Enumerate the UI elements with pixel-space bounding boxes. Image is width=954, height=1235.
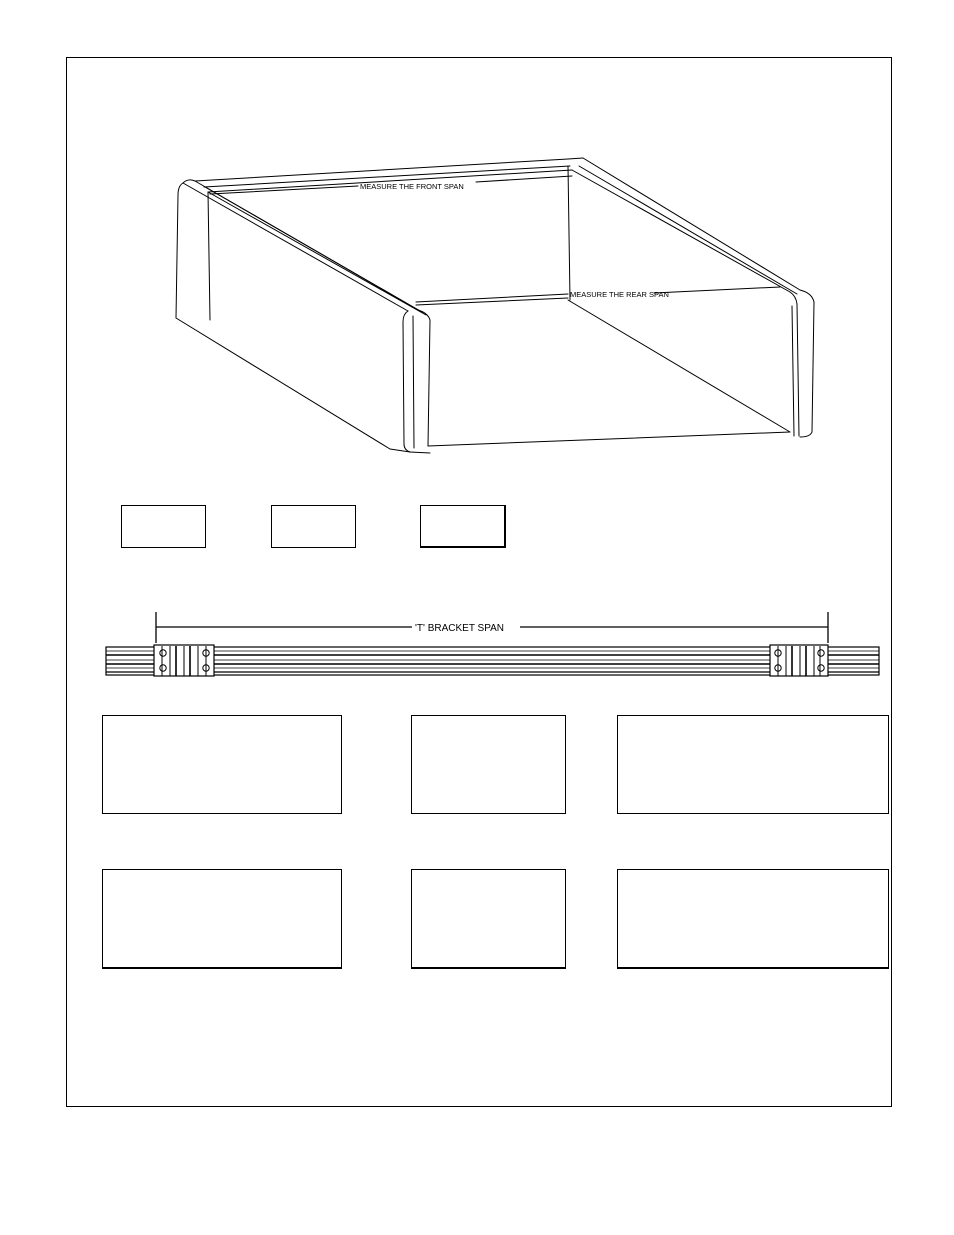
truck-bed-drawing — [176, 158, 814, 453]
bracket-span-label: 'T' BRACKET SPAN — [415, 623, 505, 634]
entry-box-6 — [617, 715, 889, 814]
entry-box-8 — [411, 869, 566, 969]
entry-box-2 — [271, 505, 356, 548]
entry-box-1 — [121, 505, 206, 548]
rear-span-label: MEASURE THE REAR SPAN — [570, 290, 669, 299]
t-bracket-rail — [106, 645, 879, 676]
front-span-label: MEASURE THE FRONT SPAN — [360, 182, 464, 191]
entry-box-4 — [102, 715, 342, 814]
entry-box-9 — [617, 869, 889, 969]
entry-box-5 — [411, 715, 566, 814]
entry-box-7 — [102, 869, 342, 969]
entry-box-3 — [420, 505, 506, 548]
